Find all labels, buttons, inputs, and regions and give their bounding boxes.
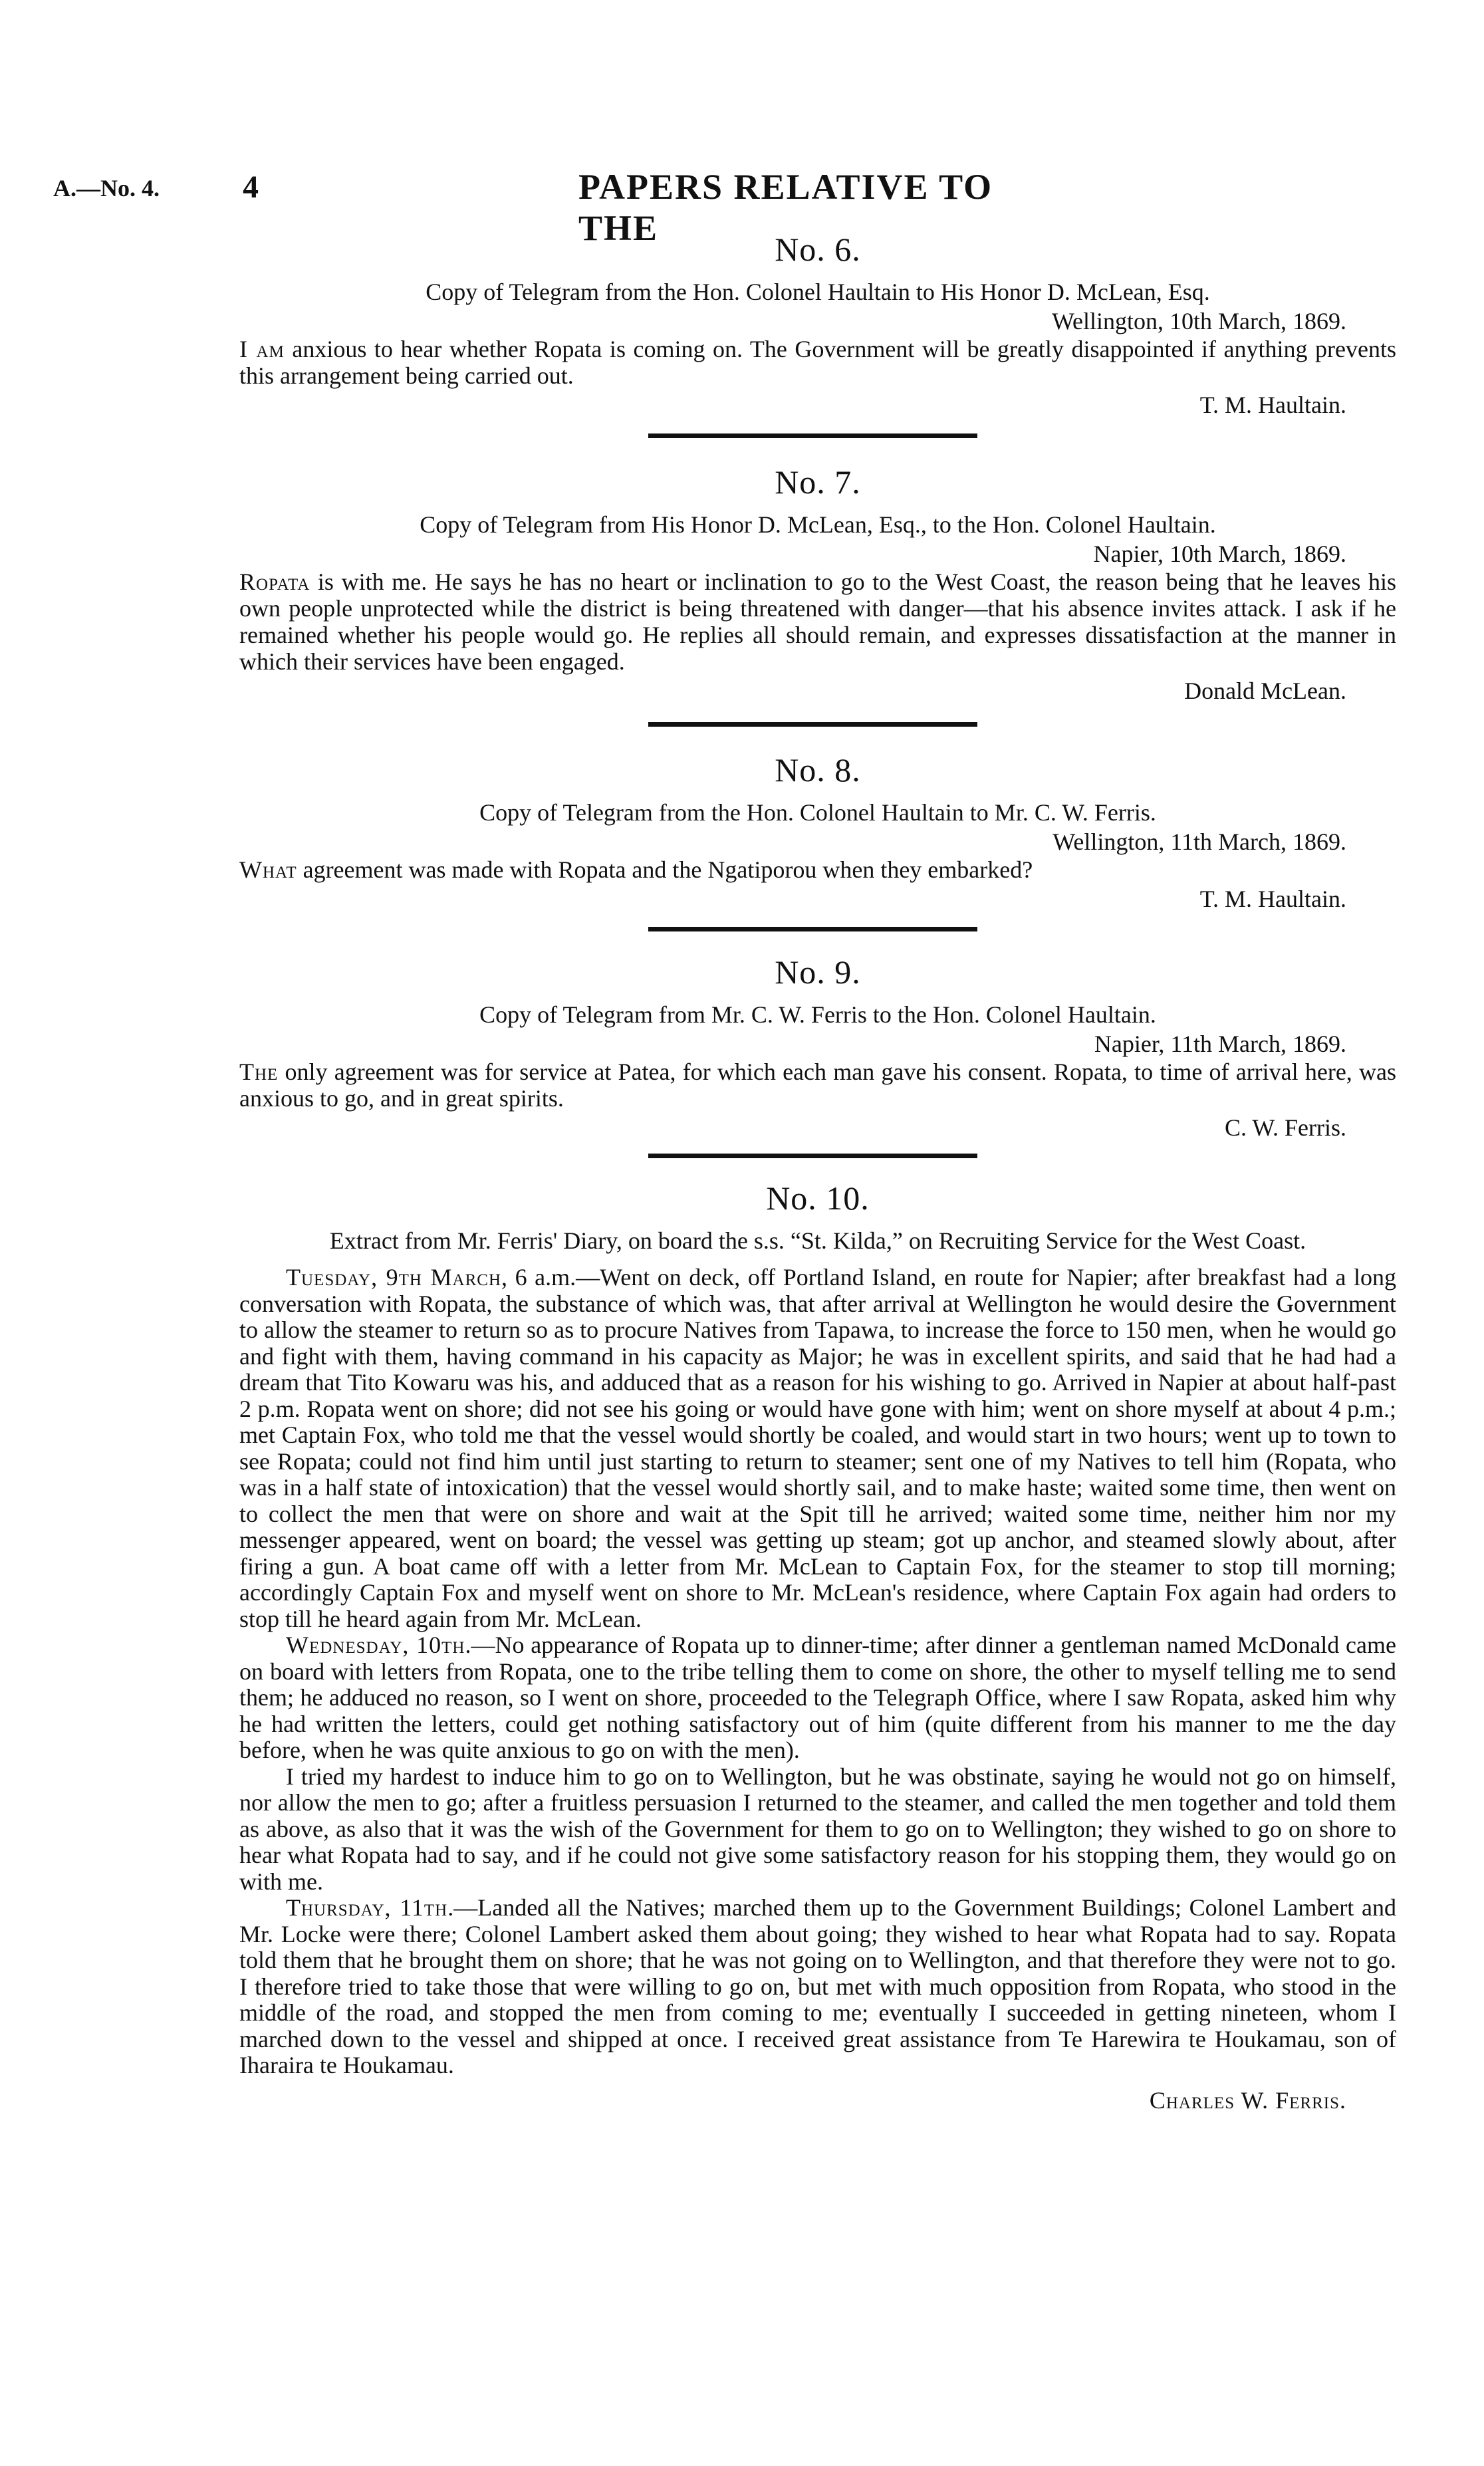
section-divider — [648, 1154, 977, 1158]
telegram-no-9 — [239, 952, 1396, 1144]
telegram-no-7 — [239, 462, 1396, 707]
telegram-no-8 — [239, 750, 1396, 915]
telegram-no-6 — [239, 229, 1396, 421]
place-date: Napier, 11th March, 1869. — [1094, 1031, 1346, 1057]
section-number: No. 7. — [775, 463, 861, 501]
section-divider — [648, 722, 977, 727]
place-date: Wellington, 10th March, 1869. — [1051, 308, 1346, 334]
page-number: 4 — [243, 170, 259, 205]
signature-text: Charles W. Ferris. — [1149, 2086, 1346, 2114]
diary-text: I tried my hardest to induce him to go on to Wellington, but he was obstinate, saying he would not go on himself, nor allow the men to go; after a fruitless persuasion I returned to the steamer, and called the men together and told them as above, as also that it was the wish of the Government for them to go on to Wellington; they wished to go on shore to hear what Ropata had to say, and if he could not give some satisfactory reason for his stopping them, they would go on with me. — [239, 1763, 1396, 1895]
diary-date: Thursday, 11th — [286, 1894, 448, 1921]
section-heading: Copy of Telegram from the Hon. Colonel Haultain to Mr. C. W. Ferris. — [479, 799, 1156, 826]
telegram-body — [239, 1058, 1396, 1112]
diary-paragraph — [239, 1764, 1396, 1896]
body-text: agreement was made with Ropata and the Ngatiporou when they embarked? — [297, 856, 1033, 883]
page-title: PAPERS RELATIVE TO THE — [578, 167, 993, 248]
section-heading: Copy of Telegram from His Honor D. McLean, Esq., to the Hon. Colonel Haultain. — [420, 511, 1216, 538]
diary-text: .—No appearance of Ropata up to dinner-time; after dinner a gentleman named McDonald came on board with letters from Ropata, one to the tribe telling them to come on shore, the other to myself telling me to send them; he adduced no reason, so I went on shore, proceeded to the Telegraph Office, where I saw Ropata, asked him why he had written the letters, could get nothing satisfactory out of him (quite different from his manner to me the day before, when he was quite anxious to go on with the men). — [239, 1632, 1396, 1763]
diary-paragraph — [239, 1265, 1396, 1632]
signature: Donald McLean. — [1184, 678, 1346, 704]
section-heading: Copy of Telegram from the Hon. Colonel Haultain to His Honor D. McLean, Esq. — [426, 279, 1210, 305]
section-heading: Copy of Telegram from Mr. C. W. Ferris to the Hon. Colonel Haultain. — [479, 1001, 1156, 1028]
telegram-body — [239, 568, 1396, 675]
body-text: anxious to hear whether Ropata is coming on. The Government will be greatly disappointed if anything prevents this arrangement being carried out. — [239, 336, 1396, 389]
body-text: only agreement was for service at Patea, for which each man gave his consent. Ropata, to time of arrival here, was anxious to go, and in great spirits. — [239, 1058, 1396, 1112]
section-number: No. 9. — [775, 953, 861, 991]
body-lead: The — [239, 1058, 279, 1085]
signature: C. W. Ferris. — [1224, 1114, 1346, 1141]
diary-text: , 6 a.m.—Went on deck, off Portland Island, en route for Napier; after breakfast had a long conversation with Ropata, the substance of which was, that after arrival at Wellington he would desire the Government to allow the steamer to return so as to procure Natives from Tapawa, to increase the force to 150 men, when he would go and fight with them, having command in his capacity as Major; he was in excellent spirits, and said that he had had a dream that Tito Kowaru was his, and adduced that as a reason for his wishing to go. Arrived in Napier at about half-past 2 p.m. Ropata went on shore; did not see his going or would have gone with him; went on shore myself at about 4 p.m.; met Captain Fox, who told me that the vessel would shortly be coaled, and would start in two hours; went up to town to see Ropata; could not find him until just starting to return to steamer; sent one of my Natives to tell him (Ropata, who was in a half state of intoxication) that the vessel would shortly sail, and to make haste; waited some time, then went on to collect the men that were on shore and wait at the Spit till he arrived; waited some time, neither him nor my messenger appeared, went on board; the vessel was getting up steam; got up anchor, and steamed slowly about, after firing a gun. A boat came off with a letter from Mr. McLean to Captain Fox, for the steamer to stop till morning; accordingly Captain Fox and myself went on shore to Mr. McLean's residence, where Captain Fox again had orders to stop till he heard again from Mr. McLean. — [239, 1264, 1397, 1632]
body-lead: I am — [239, 336, 285, 362]
diary-date: Wednesday, 10th — [286, 1632, 465, 1658]
section-divider — [648, 433, 977, 438]
telegram-body — [239, 336, 1396, 389]
signature: T. M. Haultain. — [1199, 392, 1346, 418]
running-head — [53, 166, 1057, 248]
section-number: No. 6. — [775, 231, 861, 268]
diary-text: .—Landed all the Natives; marched them up to the Government Buildings; Colonel Lambert and Mr. Locke were there; Colonel Lambert asked them about going; they wished to hear what Ropata had to say. Ropata told them that he brought them on shore; that he was not going on to Wellington, and that therefore they were not to go. I therefore tried to take those that were willing to go on, but met with much opposition from Ropata, who stood in the middle of the road, and stopped the men from coming to me; eventually I succeeded in getting nineteen, whom I marched down to the vessel and shipped at once. I received great assistance from Te Harewira te Houkamau, son of Iharaira te Houkamau. — [239, 1894, 1396, 2078]
signature — [239, 2084, 1396, 2116]
diary-paragraph — [239, 1895, 1396, 2079]
section-heading: Extract from Mr. Ferris' Diary, on board the s.s. “St. Kilda,” on Recruiting Service for the West Coast. — [329, 1227, 1306, 1254]
body-lead: Ropata — [239, 568, 310, 595]
telegram-body — [239, 856, 1396, 883]
diary-extract-no-10 — [239, 1178, 1396, 2116]
place-date: Napier, 10th March, 1869. — [1093, 541, 1346, 567]
signature: T. M. Haultain. — [1199, 886, 1346, 912]
section-number: No. 8. — [775, 751, 861, 789]
diary-body — [239, 1265, 1396, 2079]
diary-paragraph — [239, 1632, 1396, 1764]
diary-date: Tuesday, 9th March — [286, 1264, 502, 1291]
body-lead: What — [239, 856, 297, 883]
section-divider — [648, 927, 977, 931]
document-code: A.—No. 4. — [53, 175, 160, 201]
place-date: Wellington, 11th March, 1869. — [1052, 828, 1346, 855]
section-number: No. 10. — [766, 1179, 870, 1217]
body-text: is with me. He says he has no heart or inclination to go to the West Coast, the reason being that he leaves his own people unprotected while the district is being threatened with danger—that his absence invites attack. I ask if he remained whether his people would go. He replies all should remain, and expresses dissatisfaction at the manner in which their services have been engaged. — [239, 568, 1396, 675]
